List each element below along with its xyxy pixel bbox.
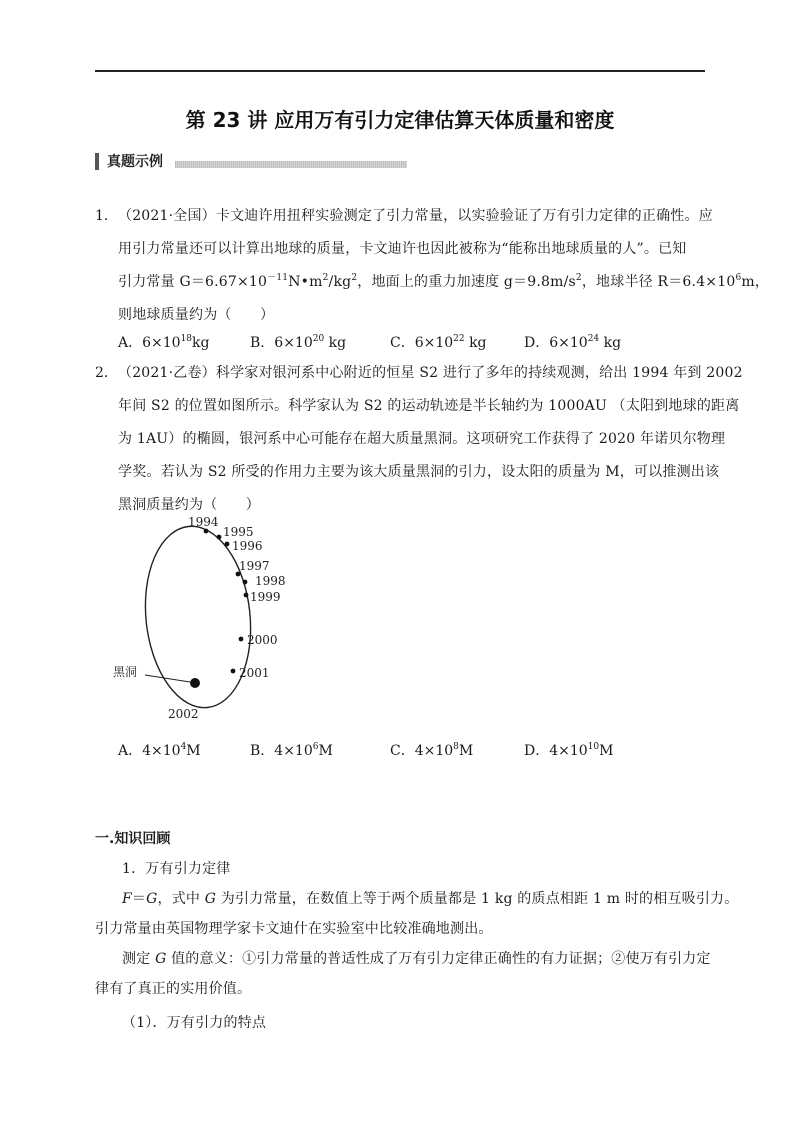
section-underline (175, 161, 407, 168)
q1-line-1: （2021·全国）卡文迪许用扭秤实验测定了引力常量，以实验验证了万有引力定律的正确性。应 (118, 208, 713, 224)
knowledge-paragraph-4: 律有了真正的实用价值。 (95, 981, 252, 997)
knowledge-paragraph-3: 测定 G 值的意义：①引力常量的普适性成了万有引力定律正确性的有力证据；②使万有引力定 (122, 951, 711, 967)
q2-line-2: 年间 S2 的位置如图所示。科学家认为 S2 的运动轨迹是半长轴约为 1000AU （太阳到地球的距离 (118, 398, 740, 414)
q2-line-3: 为 1AU）的椭圆，银河系中心可能存在超大质量黑洞。这项研究工作获得了 2020 年诺贝尔物理 (118, 431, 726, 447)
page-title: 第 23 讲 应用万有引力定律估算天体质量和密度 (185, 108, 615, 132)
q1-option-c[interactable]: C．$6\times 10^{22}$ kg (390, 334, 487, 351)
section-marker (95, 153, 99, 170)
year-1995: 1995 (223, 525, 254, 539)
q2-option-a[interactable]: A．$4\times 10^4M$ (118, 742, 201, 759)
point-1996 (225, 542, 230, 547)
year-2002: 2002 (168, 707, 199, 721)
top-rule (95, 70, 705, 72)
point-2000 (239, 637, 244, 642)
knowledge-paragraph-1: F＝G，式中 G 为引力常量，在数值上等于两个质量都是 1 kg 的质点相距 1 m 时的相互吸引力。 (122, 891, 739, 907)
year-2000: 2000 (247, 633, 278, 647)
point-1999 (244, 593, 249, 598)
point-2001 (231, 669, 236, 674)
year-1997: 1997 (239, 559, 270, 573)
section-label: 真题示例 (107, 154, 163, 170)
q1-line-2: 用引力常量还可以计算出地球的质量，卡文迪许也因此被称为“能称出地球质量的人”。已知 (118, 241, 687, 257)
q1-line-4: 则地球质量约为（ ） (118, 307, 275, 323)
s2-orbit-figure (108, 512, 318, 727)
year-1999: 1999 (250, 590, 281, 604)
black-hole-label: 黑洞 (113, 665, 138, 679)
q2-option-b[interactable]: B．$4\times 10^6M$ (250, 742, 333, 759)
point-1994 (204, 529, 209, 534)
q2-option-d[interactable]: D．$4\times 10^{10}M$ (524, 742, 614, 759)
knowledge-heading: 一.知识回顾 (95, 831, 171, 847)
knowledge-subheading-1: 1．万有引力定律 (122, 861, 231, 877)
knowledge-subheading-2: （1）．万有引力的特点 (122, 1015, 267, 1031)
black-hole-dot (190, 678, 200, 688)
q1-number: 1． (95, 208, 118, 224)
q1-option-a[interactable]: A．$6\times 10^{18}kg$ (118, 334, 210, 351)
q2-number: 2． (95, 365, 118, 381)
q1-line-3: 引力常量 $G=6.67\times 10^{-11}N•m^2/kg^2$，地面上的重力加速度 $g=9.8m/s^2$，地球半径 $R=6.4\times 10^6m$， (118, 273, 770, 290)
q1-option-b[interactable]: B．$6\times 10^{20}$ kg (250, 334, 347, 351)
point-1998 (243, 580, 248, 585)
section-header (95, 152, 407, 170)
q2-line-5: 黑洞质量约为（ ） (118, 497, 260, 513)
black-hole-leader (145, 675, 190, 682)
year-1998: 1998 (255, 574, 286, 588)
point-1995 (217, 535, 222, 540)
q2-option-c[interactable]: C．$4\times 10^8M$ (390, 742, 474, 759)
year-1996: 1996 (232, 539, 263, 553)
q2-line-1: （2021·乙卷）科学家对银河系中心附近的恒星 S2 进行了多年的持续观测，给出 1994 年到 2002 (118, 365, 743, 381)
q1-option-d[interactable]: D．$6\times 10^{24}$ kg (524, 334, 622, 351)
year-1994: 1994 (188, 515, 219, 529)
year-2001: 2001 (239, 666, 270, 680)
knowledge-paragraph-2: 引力常量由英国物理学家卡文迪什在实验室中比较准确地测出。 (95, 921, 493, 937)
q2-line-4: 学奖。若认为 S2 所受的作用力主要为该大质量黑洞的引力，设太阳的质量为 M，可以推测出该 (118, 464, 720, 480)
